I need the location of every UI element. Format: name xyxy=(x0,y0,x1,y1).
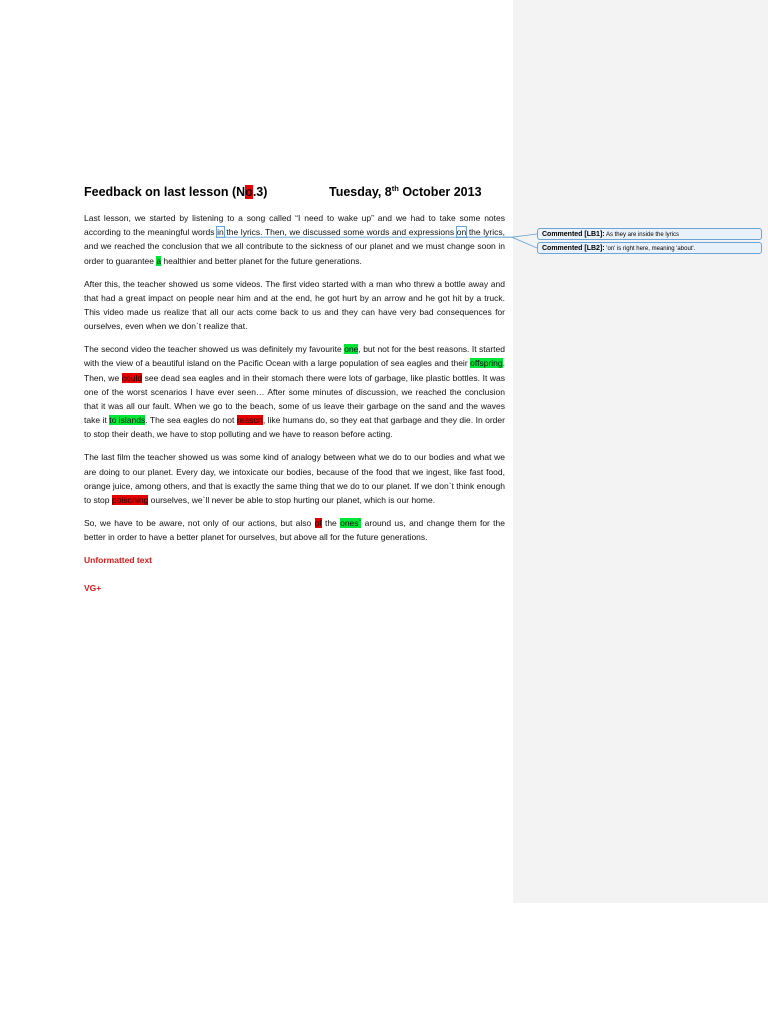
heading-date: Tuesday, 8th October 2013 xyxy=(329,184,482,199)
comment-lb1[interactable] xyxy=(537,228,762,240)
paragraph-2: After this, the teacher showed us some videos. The first video started with a man who threw a bottle away and that had a great impact on people near him and at the end, he got hurt by an arrow and he got hit by a truck. This video made us realize that all our acts come back to us and they can have very bad consequences for ourselves, even when we don`t realize that. xyxy=(84,278,505,332)
paragraph-4: The last film the teacher showed us was some kind of analogy between what we do to our bodies and what we are doing to our planet. Every day, we intoxicate our bodies, because of the food that we ingest, like fast food, orange juice, among others, and that is exactly the same thing that we do to our planet. If we don`t think enough to stop poisoning ourselves, we`ll never be able to stop hurting our planet, which is our home. xyxy=(84,452,505,506)
highlight-a: a xyxy=(156,255,162,266)
highlight-poisoning: poisoning xyxy=(111,495,149,506)
paragraph-5: So, we have to be aware, not only of our actions, but also of the ones` around us, and change them for the better in order to have a better planet for ourselves, but above all for the future generations. xyxy=(84,518,505,543)
document-heading xyxy=(84,185,504,207)
highlight-could: could xyxy=(121,372,143,383)
highlight-to-islands: to islands xyxy=(109,415,146,426)
comment-margin-pane xyxy=(513,0,768,903)
unformatted-text-note: Unformatted text xyxy=(84,555,153,566)
grade-note: VG+ xyxy=(84,583,102,594)
highlight-one: one xyxy=(344,344,359,355)
highlight-reason: reason xyxy=(236,415,263,426)
comment-anchor-on[interactable]: on xyxy=(456,227,467,238)
comment-author: Commented [LB2]: xyxy=(542,245,605,252)
paragraph-3: The second video the teacher showed us was definitely my favourite one, but not for the best reasons. It started with the view of a beautiful island on the Pacific Ocean with a large population of sea eagles and their offspring. Then, we could see dead sea eagles and in their stomach there were lots of garbage, like plastic bottles. It was one of the worst scenarios I have ever seen… After some minutes of discussion, we reached the conclusion that it was all our fault. When we go to the beach, some of us leave their garbage on the sand and the waves take it to islands. The sea eagles do not reason, like humans do, so they eat that garbage and they die. In order to stop their death, we have to stop polluting and we have to reason before acting. xyxy=(84,344,505,440)
document-body[interactable] xyxy=(84,211,505,610)
comment-anchor-in[interactable]: in xyxy=(217,227,224,238)
paragraph-1: Last lesson, we started by listening to a song called “I need to wake up” and we had to take some notes according to the meaningful words in the lyrics. Then, we discussed some words and expressions on the lyrics, and we reached the conclusion that we all contribute to the sickness of our planet and we must change soon in order to guarantee a healthier and better planet for the future generations. xyxy=(84,213,505,266)
highlight-offspring: offspring xyxy=(470,358,503,369)
comment-author: Commented [LB1]: xyxy=(542,231,605,238)
highlight-ones: ones` xyxy=(340,518,362,529)
comment-text: As they are inside the lyrics xyxy=(604,232,679,238)
comment-lb2[interactable] xyxy=(537,242,762,254)
heading-title-mark: o xyxy=(245,185,253,199)
heading-title: Feedback on last lesson (No.3) xyxy=(84,185,268,199)
highlight-of: of xyxy=(314,518,322,529)
comment-text: 'on' is right here, meaning 'about'. xyxy=(604,246,696,252)
